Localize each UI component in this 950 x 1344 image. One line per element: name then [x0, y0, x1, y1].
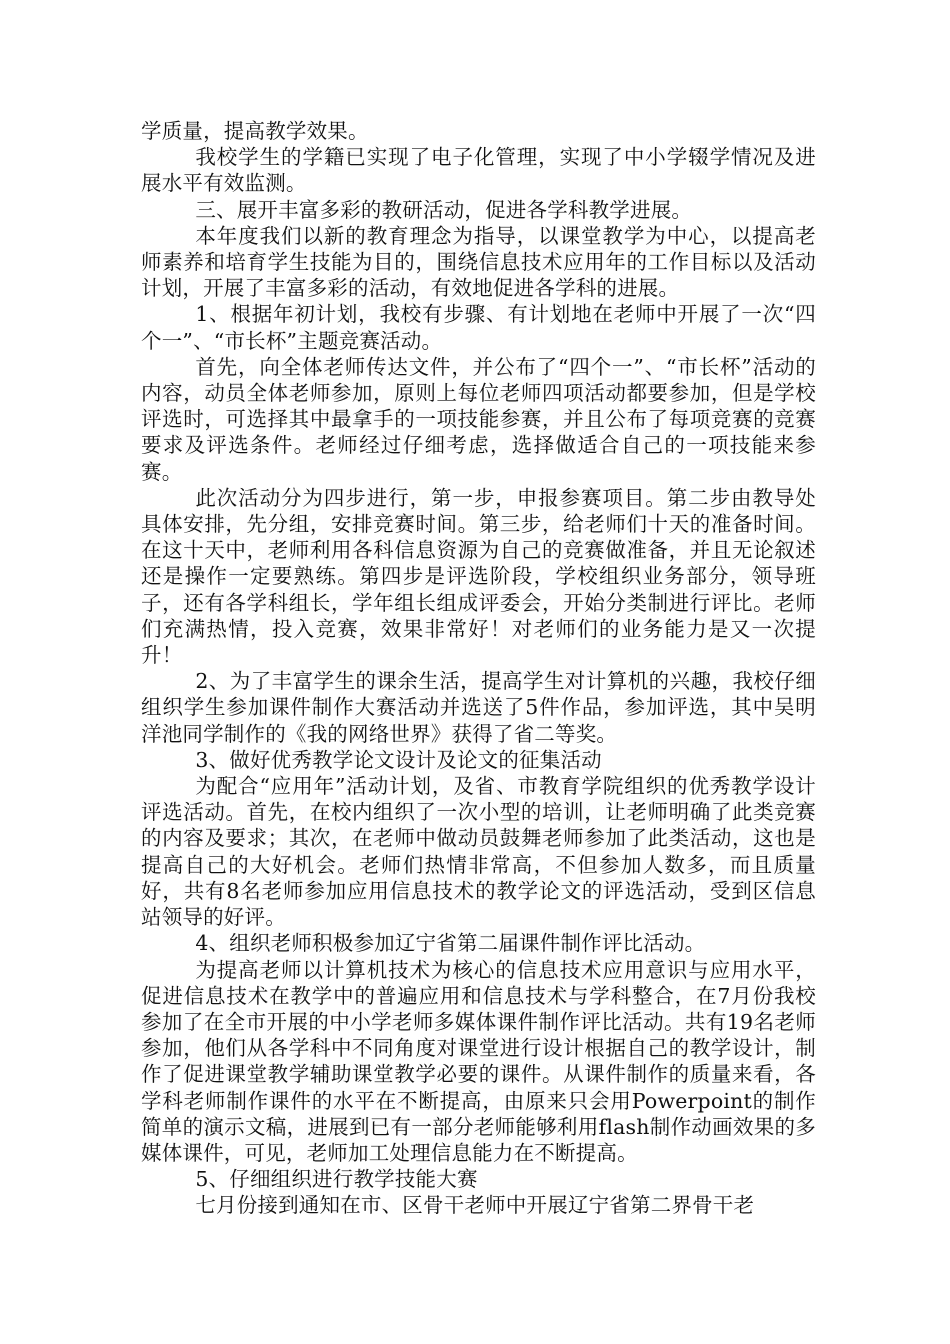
paragraph-7: 此次活动分为四步进行，第一步，申报参赛项目。第二步由教导处具体安排，先分组，安排竞赛时间。第三步，给老师们十天的准备时间。在这十天中，老师利用各科信息资源为自己的竞赛做准备，并且无论叙述还是操作一定要熟练。第四步是评选阶段，学校组织业务部分，领导班子，还有各学科组长，学年组长组成评委会，开始分类制进行评比。老师们充满热情，投入竞赛，效果非常好！对老师们的业务能力是又一次提升！	[141, 485, 816, 668]
item-heading-5: 5、仔细组织进行教学技能大赛	[195, 1167, 478, 1192]
paragraph-1: 学质量，提高教学效果。	[141, 119, 369, 143]
paragraph-4: 本年度我们以新的教育理念为指导，以课堂教学为中心，以提高老师素养和培育学生技能为目的，围绕信息技术应用年的工作目标以及活动计划，开展了丰富多彩的活动，有效地促进各学科的进展。	[141, 223, 816, 301]
item-heading-3: 3、做好优秀教学论文设计及论文的征集活动	[195, 747, 602, 772]
paragraph-2: 我校学生的学籍已实现了电子化管理，实现了中小学辍学情况及进展水平有效监测。	[141, 145, 816, 196]
paragraph-6: 首先，向全体老师传达文件，并公布了“四个一”、“市长杯”活动的内容，动员全体老师参加，原则上每位老师四项活动都要参加，但是学校评选时，可选择其中最拿手的一项技能参赛，并且公布了每项竞赛的竞赛要求及评选条件。老师经过仔细考虑，选择做适合自己的一项技能来参赛。	[141, 354, 816, 484]
paragraph-14: 七月份接到通知在市、区骨干老师中开展辽宁省第二界骨干老	[195, 1193, 755, 1218]
document-page	[141, 118, 816, 1219]
item-heading-2: 2、为了丰富学生的课余生活，提高学生对计算机的兴趣，我校仔细组织学生参加课件制作大赛活动并选送了5件作品，参加评选，其中吴明洋池同学制作的《我的网络世界》获得了省二等奖。	[141, 669, 816, 746]
section-heading-3: 三、展开丰富多彩的教研活动，促进各学科教学进展。	[195, 197, 693, 222]
item-heading-1: 1、根据年初计划，我校有步骤、有计划地在老师中开展了一次“四个一”、“市长杯”主题竞赛活动。	[141, 302, 816, 353]
paragraph-12: 为提高老师以计算机技术为核心的信息技术应用意识与应用水平，促进信息技术在教学中的普遍应用和信息技术与学科整合，在7月份我校参加了在全市开展的中小学老师多媒体课件制作评比活动。共有19名老师参加，他们从各学科中不同角度对课堂进行设计根据自己的教学设计，制作了促进课堂教学辅助课堂教学必要的课件。从课件制作的质量来看，各学科老师制作课件的水平在不断提高，由原来只会用Powerpoint的制作简单的演示文稿，进展到已有一部分老师能够利用flash制作动画效果的多媒体课件，可见，老师加工处理信息能力在不断提高。	[141, 957, 816, 1165]
item-heading-4: 4、组织老师积极参加辽宁省第二届课件制作评比活动。	[195, 931, 706, 956]
paragraph-10: 为配合“应用年”活动计划，及省、市教育学院组织的优秀教学设计评选活动。首先，在校内组织了一次小型的培训，让老师明确了此类竞赛的内容及要求；其次，在老师中做动员鼓舞老师参加了此类活动，这也是提高自己的大好机会。老师们热情非常高，不但参加人数多，而且质量好，共有8名老师参加应用信息技术的教学论文的评选活动，受到区信息站领导的好评。	[141, 774, 816, 930]
